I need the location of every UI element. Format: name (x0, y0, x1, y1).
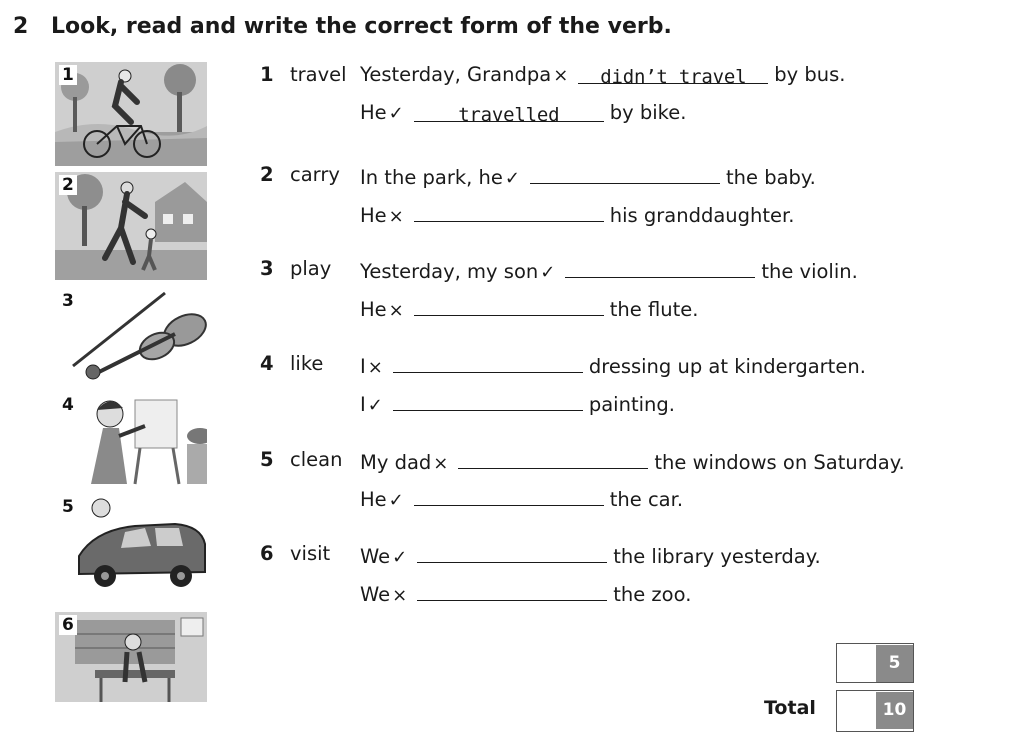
sentence-start: My dad (360, 451, 432, 474)
item-2-line-2 (0, 199, 1024, 227)
item-2-line-1 (0, 161, 1024, 189)
sentence-start: He (360, 204, 387, 227)
library-reading-icon (55, 612, 207, 702)
sentence-end: by bike. (609, 101, 687, 124)
item-5-line-1 (0, 446, 1024, 474)
cross-icon: × (367, 357, 383, 378)
cross-icon: × (388, 206, 404, 227)
tick-icon: ✓ (388, 490, 404, 511)
sentence-start: He (360, 488, 387, 511)
sentence-start: I (360, 393, 366, 416)
cross-icon: × (433, 453, 449, 474)
exercise-max-score: 5 (876, 645, 913, 682)
item-verb: like (290, 352, 324, 375)
sentence-end: the baby. (726, 166, 816, 189)
tick-icon: ✓ (367, 395, 383, 416)
picture-number: 1 (59, 65, 77, 85)
sentence-end: the zoo. (613, 583, 692, 606)
item-number: 6 (260, 542, 274, 565)
item-1-line-2 (0, 99, 1024, 127)
exercise-heading (13, 14, 672, 39)
tick-icon: ✓ (504, 168, 520, 189)
sentence-end: the violin. (761, 260, 858, 283)
answer-text: travelled (458, 104, 560, 126)
answer-blank[interactable] (530, 161, 720, 184)
sentence-end: the windows on Saturday. (654, 451, 905, 474)
sentence-end: dressing up at kindergarten. (588, 355, 866, 378)
item-3-line-2 (0, 293, 1024, 321)
item-3-line-1 (0, 255, 1024, 283)
answer-blank[interactable] (414, 199, 604, 222)
answer-blank[interactable] (393, 350, 583, 373)
answer-blank[interactable] (414, 99, 604, 126)
sentence-end: his granddaughter. (609, 204, 795, 227)
answer-blank[interactable] (417, 578, 607, 601)
answer-blank[interactable] (414, 483, 604, 506)
total-label: Total (764, 697, 816, 719)
sentence-end: the flute. (609, 298, 699, 321)
total-max-score: 10 (876, 692, 913, 729)
item-number: 1 (260, 63, 274, 86)
item-number: 3 (260, 257, 274, 280)
item-4-line-1 (0, 350, 1024, 378)
answer-text: didn’t travel (600, 66, 747, 88)
picture-number: 3 (59, 291, 77, 311)
answer-blank[interactable] (458, 446, 648, 469)
item-5-line-2 (0, 483, 1024, 511)
item-number: 5 (260, 448, 274, 471)
picture-number: 2 (59, 175, 77, 195)
exercise-instruction: Look, read and write the correct form of the verb. (51, 14, 672, 39)
picture-number: 5 (59, 497, 77, 517)
sentence-start: He (360, 101, 387, 124)
item-verb: play (290, 257, 332, 280)
cross-icon: × (388, 300, 404, 321)
answer-blank[interactable] (565, 255, 755, 278)
item-verb: visit (290, 542, 331, 565)
answer-blank[interactable] (578, 61, 768, 88)
tick-icon: ✓ (540, 262, 556, 283)
item-4-line-2 (0, 388, 1024, 416)
tick-icon: ✓ (392, 547, 408, 568)
picture-number: 4 (59, 395, 77, 415)
picture-number: 6 (59, 615, 77, 635)
item-number: 4 (260, 352, 274, 375)
answer-blank[interactable] (417, 540, 607, 563)
sentence-end: painting. (588, 393, 675, 416)
item-6-line-2 (0, 578, 1024, 606)
sentence-end: the car. (609, 488, 684, 511)
item-6-line-1 (0, 540, 1024, 568)
answer-blank[interactable] (393, 388, 583, 411)
sentence-start: Yesterday, my son (360, 260, 539, 283)
item-1-line-1 (0, 61, 1024, 89)
item-verb: clean (290, 448, 343, 471)
sentence-start: We (360, 545, 391, 568)
sentence-start: Yesterday, Grandpa (360, 63, 552, 86)
item-verb: carry (290, 163, 340, 186)
answer-blank[interactable] (414, 293, 604, 316)
cross-icon: × (553, 65, 569, 86)
sentence-end: the library yesterday. (613, 545, 821, 568)
sentence-start: He (360, 298, 387, 321)
item-verb: travel (290, 63, 347, 86)
cross-icon: × (392, 585, 408, 606)
tick-icon: ✓ (388, 103, 404, 124)
sentence-end: by bus. (774, 63, 846, 86)
item-number: 2 (260, 163, 274, 186)
sentence-start: I (360, 355, 366, 378)
sentence-start: In the park, he (360, 166, 503, 189)
picture-6 (55, 612, 207, 702)
sentence-start: We (360, 583, 391, 606)
exercise-number: 2 (13, 14, 29, 39)
